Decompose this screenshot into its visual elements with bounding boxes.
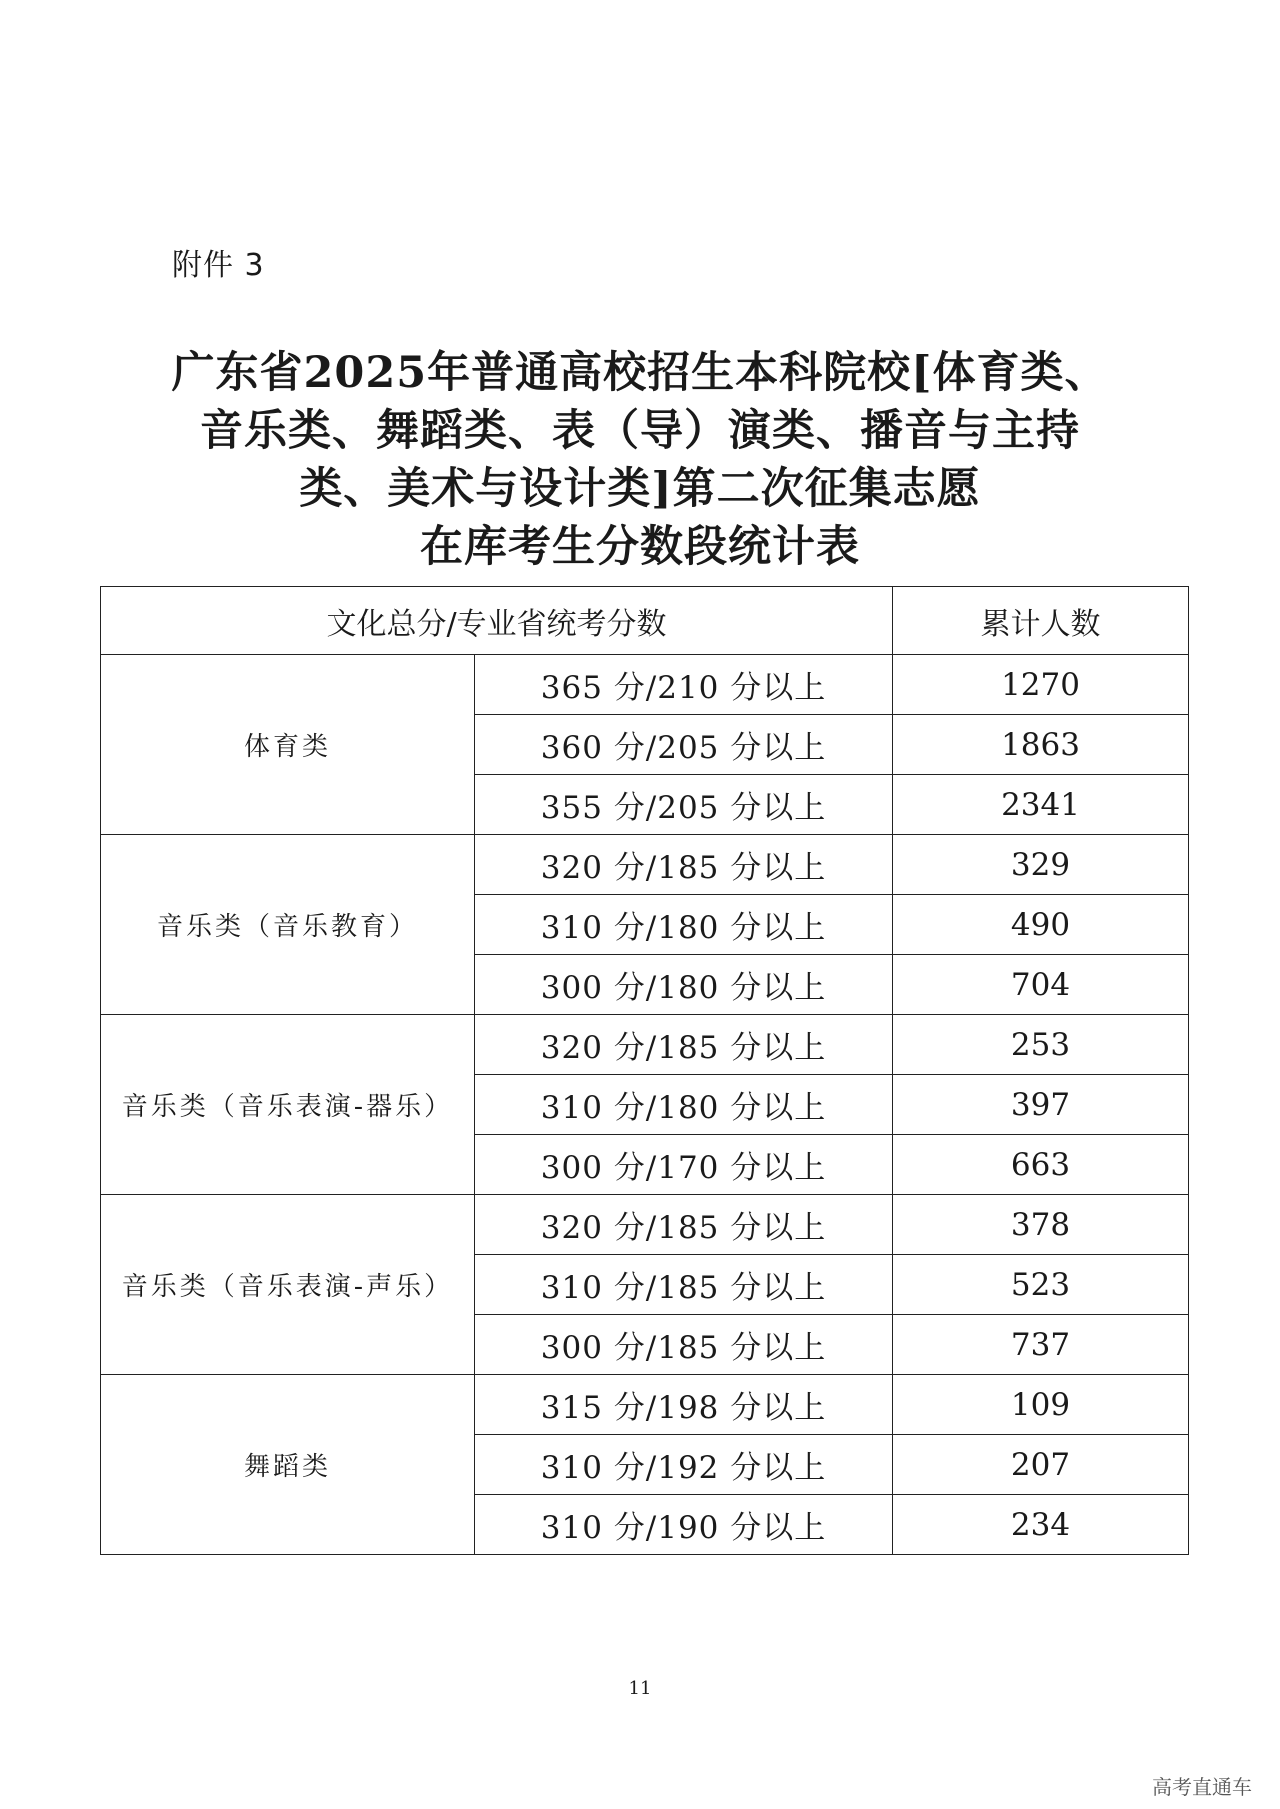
score-range-cell: 300 分/185 分以上 [475,1315,893,1375]
cumulative-count-cell: 490 [893,895,1189,955]
title-line: 音乐类、舞蹈类、表（导）演类、播音与主持 [200,406,1080,456]
table-row [101,1195,1189,1255]
cumulative-count-cell: 109 [893,1375,1189,1435]
score-range-cell: 320 分/185 分以上 [475,1195,893,1255]
cumulative-count-cell: 737 [893,1315,1189,1375]
title-line: 类、美术与设计类]第二次征集志愿 [299,464,981,514]
score-range-cell: 355 分/205 分以上 [475,775,893,835]
cumulative-count-cell: 704 [893,955,1189,1015]
score-column-header: 文化总分/专业省统考分数 [101,587,893,655]
cumulative-count-cell: 2341 [893,775,1189,835]
score-range-cell: 300 分/170 分以上 [475,1135,893,1195]
category-cell: 舞蹈类 [101,1375,475,1555]
table-row [101,1375,1189,1435]
page-number: 11 [628,1678,652,1699]
cumulative-count-cell: 253 [893,1015,1189,1075]
cumulative-count-cell: 234 [893,1495,1189,1555]
cumulative-count-cell: 663 [893,1135,1189,1195]
score-range-cell: 310 分/185 分以上 [475,1255,893,1315]
score-range-cell: 310 分/190 分以上 [475,1495,893,1555]
category-cell: 音乐类（音乐表演-器乐） [101,1015,475,1195]
category-cell: 音乐类（音乐表演-声乐） [101,1195,475,1375]
score-range-cell: 365 分/210 分以上 [475,655,893,715]
watermark-logo: 高考直通车 [1152,1775,1252,1799]
document-title [100,344,1180,576]
cumulative-count-cell: 378 [893,1195,1189,1255]
cumulative-count-cell: 1863 [893,715,1189,775]
count-column-header: 累计人数 [893,587,1189,655]
cumulative-count-cell: 329 [893,835,1189,895]
score-range-cell: 310 分/192 分以上 [475,1435,893,1495]
title-line: 广东省2025年普通高校招生本科院校[体育类、 [171,348,1109,398]
category-cell: 体育类 [101,655,475,835]
score-distribution-table [100,586,1189,1555]
attachment-label: 附件 3 [172,248,265,283]
cumulative-count-cell: 1270 [893,655,1189,715]
score-range-cell: 360 分/205 分以上 [475,715,893,775]
score-range-cell: 310 分/180 分以上 [475,1075,893,1135]
score-range-cell: 315 分/198 分以上 [475,1375,893,1435]
table-row [101,835,1189,895]
table-row [101,1015,1189,1075]
table-header-row [101,587,1189,655]
score-range-cell: 320 分/185 分以上 [475,835,893,895]
score-range-cell: 300 分/180 分以上 [475,955,893,1015]
score-range-cell: 320 分/185 分以上 [475,1015,893,1075]
cumulative-count-cell: 397 [893,1075,1189,1135]
table-row [101,655,1189,715]
score-range-cell: 310 分/180 分以上 [475,895,893,955]
cumulative-count-cell: 523 [893,1255,1189,1315]
category-cell: 音乐类（音乐教育） [101,835,475,1015]
cumulative-count-cell: 207 [893,1435,1189,1495]
title-line: 在库考生分数段统计表 [420,522,860,572]
